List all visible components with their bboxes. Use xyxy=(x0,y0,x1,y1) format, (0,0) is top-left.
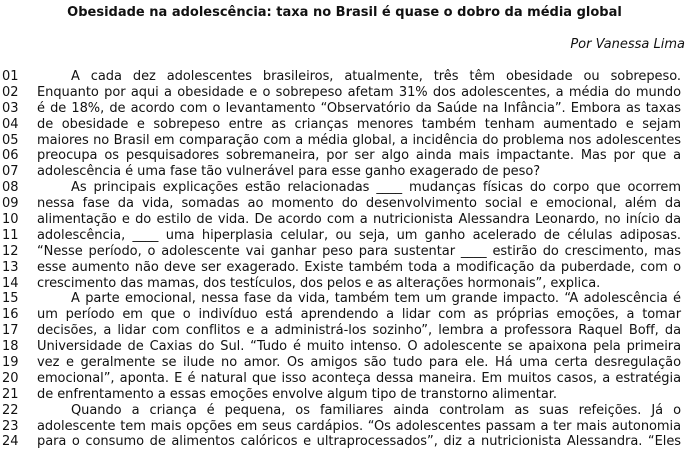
line-text: Quando a criança é pequena, os familiares ainda controlam as suas refeições. Já o xyxy=(71,402,681,418)
line-text: vez e geralmente se ilude no amor. Os amigos são tudo para ele. Há uma certa desregulação xyxy=(37,355,681,371)
text-line xyxy=(0,419,689,435)
line-text: é de 18%, de acordo com o levantamento “Observatório da Saúde na Infância”. Embora as taxas xyxy=(37,100,681,116)
line-text: A cada dez adolescentes brasileiros, atualmente, três têm obesidade ou sobrepeso. xyxy=(71,69,681,84)
line-number: 01 xyxy=(2,69,19,84)
line-text: adolescente tem mais opções em seus cardápios. “Os adolescentes passam a ter mais autonomia xyxy=(37,418,681,434)
line-number: 23 xyxy=(2,418,19,434)
line-number: 14 xyxy=(2,275,19,291)
article-body xyxy=(0,69,689,450)
line-text: um período em que o indivíduo está aprendendo a lidar com as próprias emoções, a tomar xyxy=(37,307,681,323)
line-text: “Nesse período, o adolescente vai ganhar peso para sustentar ____ estirão do crescimento, mas xyxy=(37,243,681,259)
line-number: 12 xyxy=(2,243,19,259)
text-line xyxy=(0,212,689,228)
line-number: 24 xyxy=(2,434,19,450)
line-number: 08 xyxy=(2,180,19,196)
line-number: 07 xyxy=(2,164,19,180)
line-number: 19 xyxy=(2,355,19,371)
line-number: 17 xyxy=(2,323,19,339)
line-text: decisões, a lidar com conflitos e a administrá-los sozinho”, lembra a professora Raquel Boff, da xyxy=(37,323,681,339)
line-text: alimentação e do estilo de vida. De acordo com a nutricionista Alessandra Leonardo, no início da xyxy=(37,212,681,228)
line-number: 05 xyxy=(2,132,19,148)
line-text: Enquanto por aqui a obesidade e o sobrepeso afetam 31% dos adolescentes, a média do mundo xyxy=(37,84,681,100)
line-text: As principais explicações estão relacionadas ____ mudanças físicas do corpo que ocorrem xyxy=(71,180,681,196)
line-text: adolescência, ____ uma hiperplasia celular, ou seja, um ganho acelerado de células adiposas. xyxy=(37,227,681,243)
line-text: crescimento das mamas, dos testículos, dos pelos e as alterações hormonais”, explica. xyxy=(37,275,601,291)
text-line xyxy=(0,339,689,355)
line-text: Universidade de Caxias do Sul. “Tudo é muito intenso. O adolescente se apaixona pela primeira xyxy=(37,339,681,355)
text-line xyxy=(0,260,689,276)
line-number: 15 xyxy=(2,291,19,307)
text-line xyxy=(0,307,689,323)
line-number: 02 xyxy=(2,84,19,100)
text-line xyxy=(0,180,689,196)
line-text: de enfrentamento a essas emoções envolve algum tipo de transtorno alimentar. xyxy=(37,386,557,402)
text-line xyxy=(0,291,689,307)
text-line xyxy=(0,403,689,419)
text-line xyxy=(0,244,689,260)
text-line xyxy=(0,117,689,133)
article-author: Por Vanessa Lima xyxy=(570,37,685,52)
line-number: 11 xyxy=(2,227,19,243)
text-line xyxy=(0,387,689,403)
article-title: Obesidade na adolescência: taxa no Brasil é quase o dobro da média global xyxy=(67,5,622,20)
line-text: de obesidade e sobrepeso entre as crianças menores também tenham aumentado e sejam xyxy=(37,116,681,132)
line-number: 03 xyxy=(2,100,19,116)
text-line xyxy=(0,276,689,292)
line-text: emocional”, aponta. E é natural que isso aconteça dessa maneira. Em muitos casos, a estratégia xyxy=(37,370,681,386)
line-text: adolescência é uma fase tão vulnerável para esse ganho exagerado de peso? xyxy=(37,164,541,180)
line-number: 09 xyxy=(2,196,19,212)
line-text: esse aumento não deve ser exagerado. Existe também toda a modificação da puberdade, com o xyxy=(37,259,681,275)
text-line xyxy=(0,371,689,387)
text-line xyxy=(0,85,689,101)
text-line xyxy=(0,228,689,244)
line-number: 20 xyxy=(2,370,19,386)
text-line xyxy=(0,101,689,117)
line-number: 21 xyxy=(2,386,19,402)
line-number: 13 xyxy=(2,259,19,275)
text-line xyxy=(0,164,689,180)
text-line xyxy=(0,196,689,212)
text-line xyxy=(0,133,689,149)
line-text: maiores no Brasil em comparação com a média global, a incidência do problema nos adolescentes xyxy=(37,132,681,148)
text-line xyxy=(0,355,689,371)
text-line xyxy=(0,434,689,450)
line-number: 04 xyxy=(2,116,19,132)
text-line xyxy=(0,69,689,85)
line-number: 06 xyxy=(2,148,19,164)
line-number: 18 xyxy=(2,339,19,355)
line-text: para o consumo de alimentos calóricos e ultraprocessados”, diz a nutricionista Alessandra. “Eles xyxy=(37,434,681,450)
line-text: nessa fase da vida, somadas ao momento do desenvolvimento social e emocional, além da xyxy=(37,196,681,212)
line-number: 16 xyxy=(2,307,19,323)
line-text: preocupa os pesquisadores sobremaneira, por ser algo ainda mais impactante. Mas por que a xyxy=(37,148,681,164)
line-number: 10 xyxy=(2,212,19,228)
text-line xyxy=(0,323,689,339)
line-number: 22 xyxy=(2,402,19,418)
line-text: A parte emocional, nessa fase da vida, também tem um grande impacto. “A adolescência é xyxy=(71,291,681,307)
text-line xyxy=(0,148,689,164)
